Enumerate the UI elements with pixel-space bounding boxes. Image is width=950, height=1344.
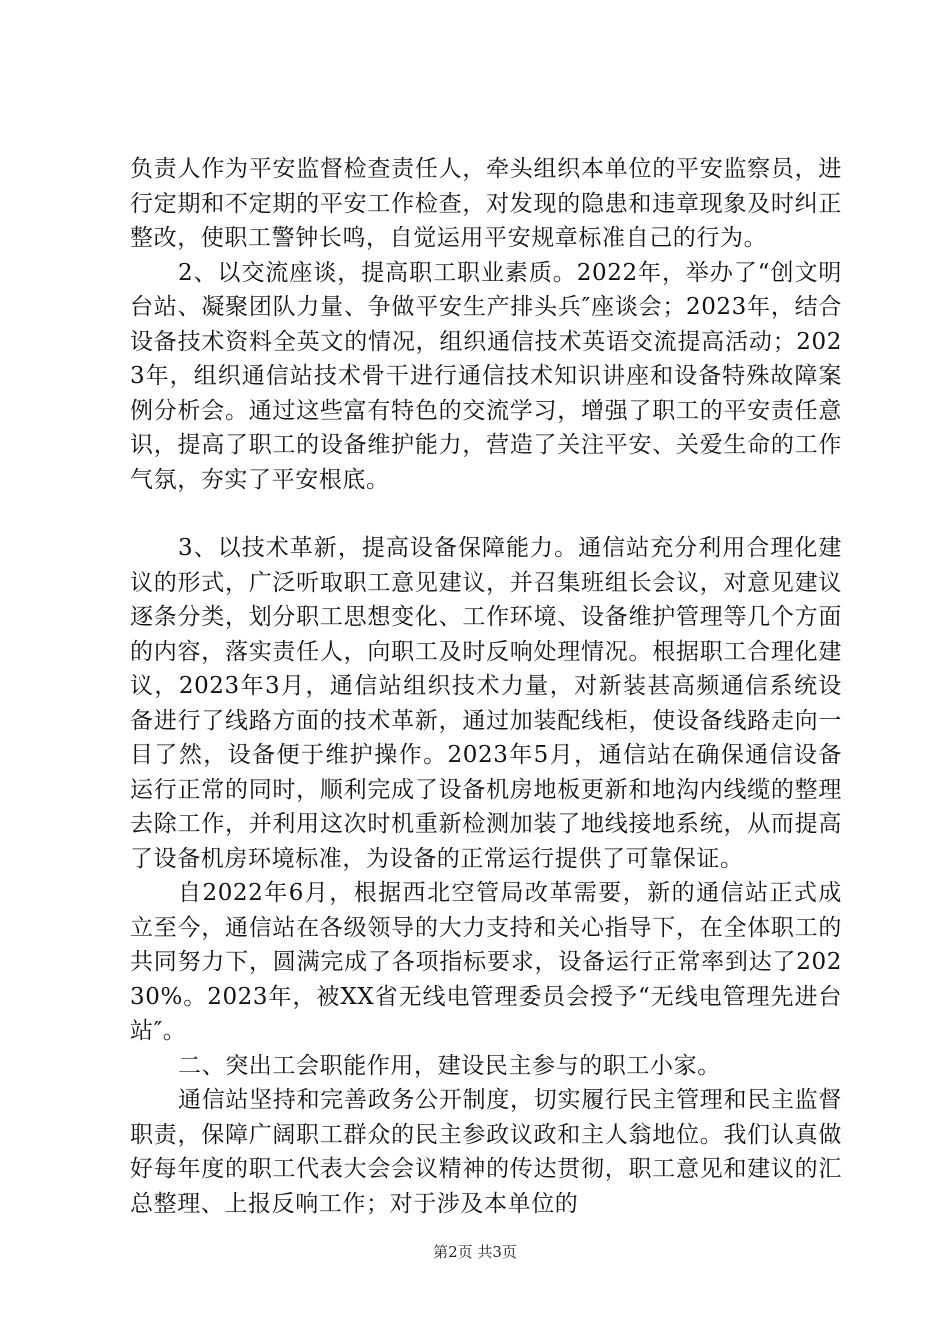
paragraph-spacer (130, 497, 842, 531)
page-number-footer: 第2页 共3页 (433, 1243, 517, 1261)
paragraph-exchange-forums: 2、以交流座谈，提高职工职业素质。2022年，举办了“创文明台站、凝聚团队力量、争做平安生产排头兵″座谈会；2023年，结合设备技术资料全英文的情况，组织通信技术英语交流提高活动；2023年，组织通信站技术骨干进行通信技术知识讲座和设备特殊故障案例分析会。通过这些富有特色的交流学习，增强了职工的平安责任意识，提高了职工的设备维护能力，营造了关注平安、关爱生命的工作气氛，夯实了平安根底。 (130, 259, 842, 493)
paragraph-technical-innovation: 3、以技术革新，提高设备保障能力。通信站充分利用合理化建议的形式，广泛听取职工意见建议，并召集班组长会议，对意见建议逐条分类，划分职工思想变化、工作环境、设备维护管理等几个方面的内容，落实责任人，向职工及时反响处理情况。根据职工合理化建议，2023年3月，通信站组织技术力量，对新装甚高频通信系统设备进行了线路方面的技术革新，通过加装配线柜，使设备线路走向一目了然，设备便于维护操作。2023年5月，通信站在确保通信设备运行正常的同时，顺利完成了设备机房地板更新和地沟内线缆的整理去除工作，并利用这次时机重新检测加装了地线接地系统，从而提高了设备机房环境标准，为设备的正常运行提供了可靠保证。 (130, 535, 842, 872)
paragraph-democratic-management: 通信站坚持和完善政务公开制度，切实履行民主管理和民主监督职责，保障广阔职工群众的民主参政议政和主人翁地位。我们认真做好每年度的职工代表大会会议精神的传达贯彻，职工意见和建议的汇总整理、上报反响工作；对于涉及本单位的 (130, 1087, 842, 1217)
document-body (130, 152, 842, 1221)
section-heading-union-role: 二、突出工会职能作用，建设民主参与的职工小家。 (178, 1052, 721, 1079)
paragraph-safety-inspection: 负责人作为平安监督检查责任人，牵头组织本单位的平安监察员，进行定期和不定期的平安工作检查，对发现的隐患和违章现象及时纠正整改，使职工警钟长鸣，自觉运用平安规章标准自己的行为。 (130, 156, 842, 251)
paragraph-station-achievements: 自2022年6月，根据西北空管局改革需要，新的通信站正式成立至今，通信站在各级领导的大力支持和关心指导下，在全体职工的共同努力下，圆满完成了各项指标要求，设备运行正常率到达了20230%。2023年，被XX省无线电管理委员会授予“无线电管理先进台站″。 (130, 880, 842, 1044)
